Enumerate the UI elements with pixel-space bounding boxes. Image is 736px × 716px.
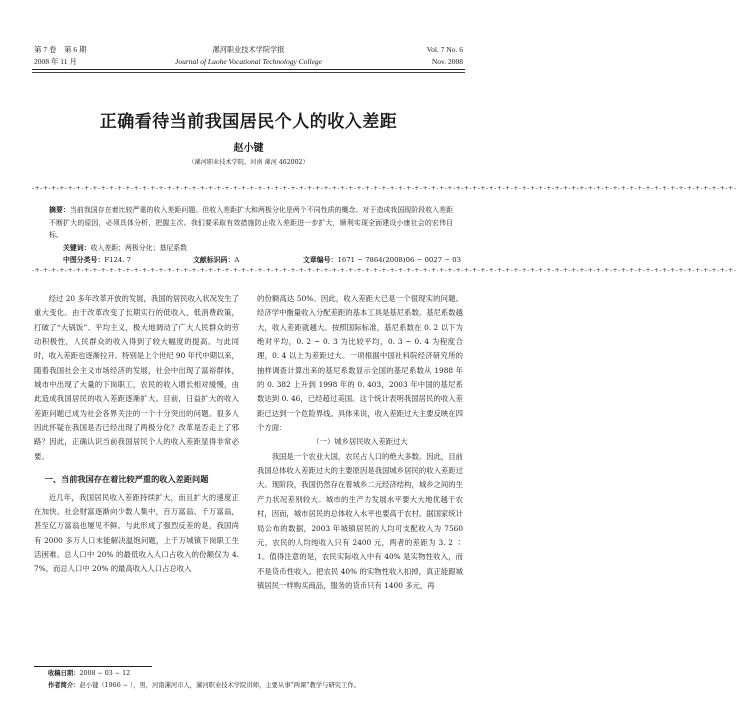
document-code-label: 文献标识码： <box>193 256 235 264</box>
clc-label: 中图分类号： <box>63 256 105 264</box>
abstract <box>49 204 453 242</box>
subsection-heading-1: （一）城乡居民收入差距过大 <box>312 437 408 447</box>
article-author: 赵小键 <box>233 143 264 154</box>
keywords <box>63 242 187 252</box>
keywords-text: 收入差距；两极分化；基尼系数 <box>90 244 188 252</box>
abstract-separator-top: -+-+-+-+-+-+-+-+-+-+-+-+-+-+-+-+-+-+-+-+-+-+-+-+-+-+-+-+-+-+-+-+-+-+-+-+-+-+-+-+-+-+-+-+-+-+-+-+-+-+-+-+-+-+-+-+-+-+-+-+-+-+-+-+-+-+-+-+-+-+-+-+-+-+-+-+-+-+-+-+-+-+-+-+-+- <box>32 185 736 192</box>
author-bio-label: 作者简介： <box>48 682 80 689</box>
document-code-value: A <box>234 256 240 264</box>
keywords-label: 关键词： <box>63 244 91 252</box>
clc-number <box>63 254 131 264</box>
right-column <box>257 292 463 593</box>
left-column <box>34 292 239 577</box>
journal-date-en: Nov. 2008 <box>431 57 463 66</box>
article-number-value: 1671 − 7864(2008)06 − 0027 − 03 <box>337 256 461 264</box>
received-date <box>48 669 130 680</box>
journal-title-en: Journal of Luohe Vocational Technology College <box>174 57 322 66</box>
abstract-label: 摘要： <box>49 206 70 214</box>
article-title: 正确看待当前我国居民个人的收入差距 <box>99 112 398 132</box>
header-rule-thin <box>32 72 465 73</box>
section-heading-1: 一、当前我国存在着比较严重的收入差距问题 <box>44 474 209 485</box>
journal-volume-issue: 第 7 卷 第 6 期 <box>34 45 87 54</box>
article-number-label: 文章编号： <box>303 256 338 264</box>
author-affiliation: （漯河职业技术学院，河南 漯河 462002） <box>188 159 309 166</box>
received-label: 收稿日期： <box>48 670 80 677</box>
abstract-separator-bottom: -+-+-+-+-+-+-+-+-+-+-+-+-+-+-+-+-+-+-+-+-+-+-+-+-+-+-+-+-+-+-+-+-+-+-+-+-+-+-+-+-+-+-+-+-+-+-+-+-+-+-+-+-+-+-+-+-+-+-+-+-+-+-+-+-+-+-+-+-+-+-+-+-+-+-+-+-+-+-+-+-+-+-+-+-+- <box>32 267 736 274</box>
journal-title-cn: 漯河职业技术学院学报 <box>212 45 285 54</box>
journal-volume-en: Vol. 7 No. 6 <box>426 45 463 54</box>
clc-value: F124. 7 <box>104 256 132 264</box>
article-number <box>303 254 461 264</box>
received-value: 2008 − 03 − 12 <box>79 670 131 677</box>
intro-paragraph: 经过 20 多年改革开放的发展，我国的居民收入状况发生了重大变化。由于改革改变了长期实行的低收入、低消费政策，打破了“大锅饭”、平均主义，极大地调动了广大人民群众的劳动积极性，人民群众的收入得到了较大幅度的提高。与此同时，收入差距也逐渐拉开。特别是上个世纪 90 年代中期以来，随着我国社会主义市场经济的发展，社会中出现了富裕群体，城市中出现了大量的下岗职工，农民的收入增长相对缓慢，由此造成我国居民的收入差距逐渐扩大。目前，日益扩大的收入差距问题已成为社会各界关注的一个十分突出的问题。很多人因此怀疑在我国是否已经出现了两极分化？改革是否走上了邪路？因此，正确认识当前我国居民个人的收入差距显得非常必要。 <box>34 294 239 461</box>
author-bio <box>48 681 360 692</box>
paragraph: 的份额高达 50%。因此，收入差距大已是一个很现实的问题。经济学中衡量收入分配差距的基本工具是基尼系数。基尼系数越大，收入差距就越大。按照国际标准，基尼系数在 0. 2 以下为绝对平均，0. 2 ~ 0. 3 为比较平均，0. 3 ~ 0. 4 为程度合理，0. 4 以上为差距过大。一项根据中国社科院经济研究所的抽样调查计算出来的基尼系数显示全国的基尼系数从 1988 年的 0. 382 上升到 1998 年的 0. 403，2003 年中国的基尼系数达到 0. 46，已经超过美国。这个统计表明我国居民的收入差距已达到一个危险界线。具体来说，收入差距过大主要反映在四个方面： <box>257 294 463 433</box>
document-code <box>193 254 239 264</box>
footnote-rule <box>34 666 152 667</box>
author-bio-text: 赵小键（1966 − ），男，河南漯河市人，漯河职业技术学院讲师，主要从事“两课”教学与研究工作。 <box>79 682 360 689</box>
abstract-text: 当前我国存在着比较严重的收入差距问题。但收入差距扩大和两极分化是两个不同性质的概念。对于造成我国现阶段收入差距不断扩大的原因，必须具体分析，把握主次。我们要采取有效措施防止收入差距进一步扩大，顺利实现全面建设小康社会的宏伟目标。 <box>49 206 454 240</box>
paragraph: 近几年，我国居民收入差距持续扩大，而且扩大的速度正在加快。社会财富逐渐向少数人集中，百万富翁、千万富翁，甚至亿万富翁也屡见不鲜。与此形成了强烈反差的是，我国尚有 2000 多万人口未能解决温饱问题，上千万城镇下岗职工生活困难。总人口中 20% 的最低收入人口占收入的份额仅为 4. 7%，而总人口中 20% 的最高收入人口占总收入 <box>34 492 239 574</box>
paragraph: 我国是一个农业大国，农民占人口的绝大多数。因此，目前我国总体收入差距过大的主要原因是我国城乡居民的收入差距过大。现阶段，我国仍然存在着城乡二元经济结构，城乡之间的生产力状况差别较大。城市的生产力发展水平要大大地优越于农村，因而，城市居民的总体收入水平也要高于农村。据国家统计局公布的数据，2003 年城镇居民的人均可支配收入为 7560 元，农民的人均纯收入只有 2400 元，两者的差距为 3. 2 ∶ 1。值得注意的是，农民实际收入中有 40% 是实物性收入，而不是货币性收入。把农民 40% 的实物性收入扣掉，真正能跟城镇居民一样购买商品，服务的货币只有 1400 多元，再 <box>257 451 463 590</box>
journal-date: 2008 年 11 月 <box>34 57 77 66</box>
header-rule-thick <box>32 69 465 70</box>
